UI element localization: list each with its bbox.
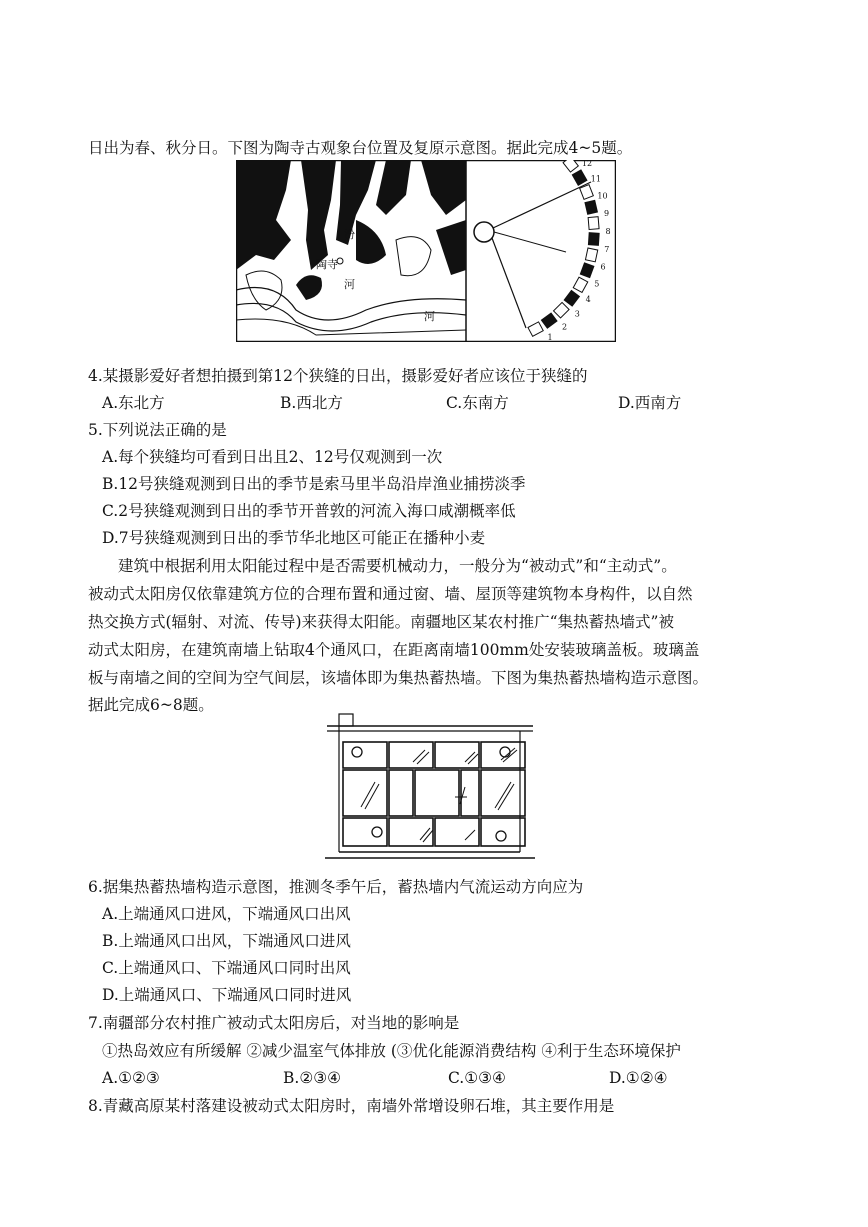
- observatory-pillar: [585, 200, 597, 214]
- intro-text: 日出为春、秋分日。下图为陶寺古观象台位置及复原示意图。据此完成4~5题。: [88, 139, 633, 157]
- observatory-pillar: [585, 248, 597, 262]
- q5-option-a[interactable]: A.每个狭缝均可看到日出且2、12号仅观测到一次: [102, 448, 443, 466]
- slot-number: 12: [581, 160, 593, 168]
- slot-number: 9: [603, 209, 610, 218]
- map-label-he-1: 河: [344, 278, 355, 291]
- q6-option-a[interactable]: A.上端通风口进风，下端通风口出风: [102, 905, 351, 923]
- slot-number: 3: [574, 309, 580, 319]
- passage-line-5: 板与南墙之间的空间为空气间层，该墙体即为集热蓄热墙。下图为集热蓄热墙构造示意图。: [88, 669, 709, 687]
- passage-line-4: 动式太阳房，在建筑南墙上钻取4个通风口，在距离南墙100mm处安装玻璃盖板。玻璃盖: [88, 641, 700, 659]
- q8-stem: 8.青藏高原某村落建设被动式太阳房时，南墙外常增设卵石堆，其主要作用是: [88, 1097, 615, 1115]
- q5-option-b[interactable]: B.12号狭缝观测到日出的季节是索马里半岛沿岸渔业捕捞淡季: [102, 475, 526, 493]
- q5-option-c[interactable]: C.2号狭缝观测到日出的季节开普敦的河流入海口咸潮概率低: [102, 502, 516, 520]
- q6-option-d[interactable]: D.上端通风口、下端通风口同时进风: [102, 986, 352, 1004]
- vent-bottom-left: [372, 827, 382, 837]
- slot-number: 11: [590, 174, 601, 184]
- q4-option-c[interactable]: C.东南方: [446, 394, 509, 412]
- slot-number: 6: [600, 262, 606, 272]
- q7-option-b[interactable]: B.②③④: [283, 1069, 342, 1087]
- slot-number: 7: [604, 244, 610, 254]
- map-label-fen: 汾: [344, 228, 355, 241]
- q7-stem: 7.南疆部分农村推广被动式太阳房后，对当地的影响是: [88, 1014, 460, 1032]
- vent-top-right: [500, 747, 510, 757]
- slot-number: 5: [594, 279, 600, 289]
- q4-option-a[interactable]: A.东北方: [102, 394, 165, 412]
- q7-items: ①热岛效应有所缓解 ②减少温室气体排放 (③优化能源消费结构 ④利于生态环境保护: [102, 1042, 681, 1060]
- slot-number: 1: [547, 333, 553, 342]
- q6-option-b[interactable]: B.上端通风口出风，下端通风口进风: [102, 932, 351, 950]
- passage-line-6: 据此完成6~8题。: [88, 696, 214, 714]
- slot-number: 10: [597, 191, 608, 201]
- slot-number: 8: [605, 226, 611, 236]
- q7-option-c[interactable]: C.①③④: [448, 1069, 506, 1087]
- vent-top-left: [352, 747, 362, 757]
- q6-stem: 6.据集热蓄热墙构造示意图，推测冬季午后，蓄热墙内气流运动方向应为: [88, 878, 584, 896]
- passage-line-3: 热交换方式(辐射、对流、传导)来获得太阳能。南疆地区某农村推广“集热蓄热墙式”被: [88, 613, 674, 631]
- slot-number: 2: [561, 322, 568, 332]
- q6-option-c[interactable]: C.上端通风口、下端通风口同时出风: [102, 959, 351, 977]
- map-label-taosi: 陶寺: [316, 258, 338, 271]
- slot-number: 4: [585, 295, 591, 305]
- q7-option-a[interactable]: A.①②③: [102, 1069, 160, 1087]
- vent-bottom-right: [496, 831, 506, 841]
- q4-option-d[interactable]: D.西南方: [618, 394, 682, 412]
- figure-observatory: [236, 160, 616, 342]
- observatory-pillar: [588, 217, 599, 230]
- passage-line-1: 建筑中根据利用太阳能过程中是否需要机械动力，一般分为“被动式”和“主动式”。: [118, 557, 677, 575]
- q4-stem: 4.某摄影爱好者想拍摄到第12个狭缝的日出，摄影爱好者应该位于狭缝的: [88, 367, 588, 385]
- q4-option-b[interactable]: B.西北方: [280, 394, 343, 412]
- q5-option-d[interactable]: D.7号狭缝观测到日出的季节华北地区可能正在播种小麦: [102, 529, 486, 547]
- q7-option-d[interactable]: D.①②④: [609, 1069, 668, 1087]
- observatory-pillar: [588, 233, 599, 246]
- map-label-he-2: 河: [424, 310, 435, 323]
- passage-line-2: 被动式太阳房仅依靠建筑方位的合理布置和通过窗、墙、屋顶等建筑物本身构件，以自然: [88, 585, 693, 603]
- q5-stem: 5.下列说法正确的是: [88, 421, 227, 439]
- figure-thermal-wall: [325, 712, 535, 864]
